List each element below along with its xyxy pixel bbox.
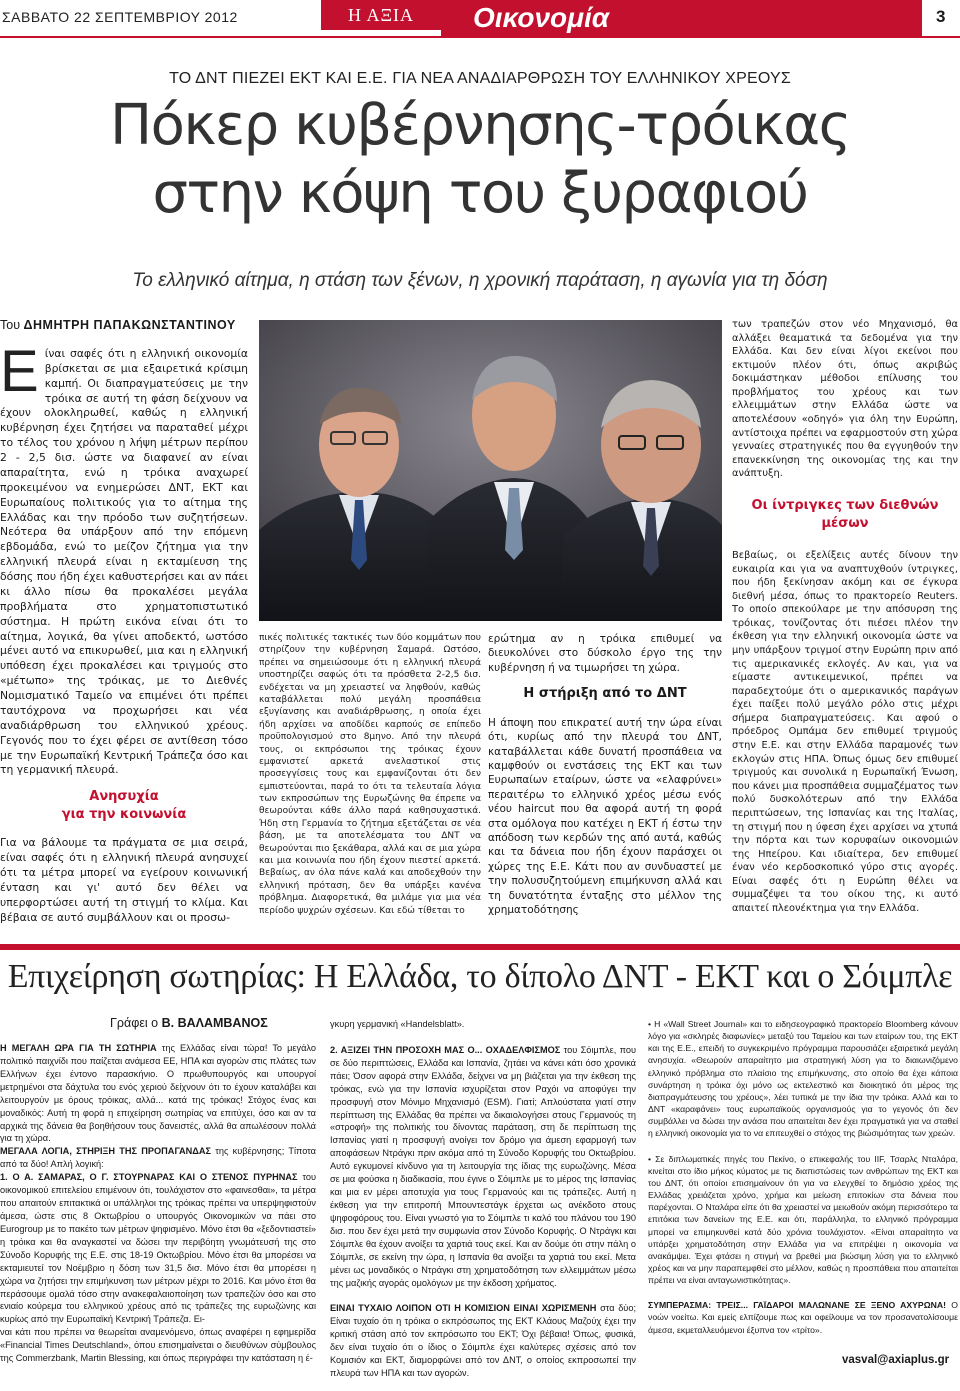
- section-divider: [0, 944, 960, 950]
- headline-line-2: στην κόψη του ξυραφιού: [152, 161, 808, 226]
- bottom-headline: Επιχείρηση σωτηρίας: Η Ελλάδα, το δίπολο ΔΝΤ - ΕΚΤ και ο Σόιμπλε: [7, 958, 953, 995]
- article-paragraph: ναι κάτι που πρέπει να θεωρείται αναμενόμενο, όπως αναφέρει η εφημερίδα «Financial Times Deutschland», όπου επισημαίνεται ο διευθύνων σύμβουλος της Commerzbank, Martin Blessing, και όπως περιγράφει την κατάσταση η έ-: [0, 1327, 316, 1364]
- article-column-3: [488, 632, 722, 918]
- byline-prefix: Του: [0, 318, 21, 332]
- byline-author: Β. ΒΑΛΑΜΒΑΝΟΣ: [161, 1016, 268, 1030]
- article-headline: [0, 92, 960, 228]
- bottom-byline: [110, 1016, 268, 1030]
- bottom-column-1: [0, 1042, 316, 1365]
- article-column-4: [732, 318, 958, 916]
- masthead: [0, 0, 960, 38]
- page-number: 3: [936, 7, 946, 26]
- article-paragraph: 1. Ο Α. ΣΑΜΑΡΑΣ, Ο Γ. ΣΤΟΥΡΝΑΡΑΣ ΚΑΙ Ο ΣΤΕΝΟΣ ΠΥΡΗΝΑΣ του οικονομικού επιτελείου επιμένουν ότι, τουλάχιστον στο «φαινεσθαι», τα μέτρα που απαιτούν επιτακτικά οι υπάλληλοι της τρόικας πρέπει να υπερψηφιστούν άμεσα, ώστε στις 8 Οκτωβρίου ο υπουργός Οικονομικών να πάει στο Eurogroup με το πακέτο των μέτρων ψηφισμένο. Μόνο έτσι θα «ξεδοντιαστεί» η τρόικα και θα αναγκαστεί να δώσει την περιβόητη γνωμάτευσή της στο Σύνοδο Κορυφής της Ε.Ε. στις 18-19 Οκτωβρίου. Μόνο έτσι θα μπορέσει να εκταμιευτεί τον Νοέμβριο η δόση των 31,5 δισ. Μόνο έτσι θα μπορέσει η χώρα να ζητήσει την επιμήκυνση των μέτρων μέχρι το 2016. Και μόνο έτσι θα περάσουμε ομαλά τόσο στην ανακεφαλαιοποίηση των τραπεζών όσο και στο ενιαίο κούρεμα του ελληνικού χρέους από τις τράπεζες της ευρωζώνης και κυρίως από την Ευρωπαϊκή Κεντρική Τράπεζα. Ει-: [0, 1172, 316, 1325]
- headline-line-1: Πόκερ κυβέρνησης-τρόικας: [109, 93, 851, 158]
- article-paragraph: Για να βάλουμε τα πράγματα σε μια σειρά, είναι σαφές ότι η ελληνική πλευρά ανησυχεί ότι τα μέτρα μπορεί να εγείρουν κοινωνική ένταση και γι' αυτό δεν θέλει να υπερφορτώσει αυτή τη στιγμή το κλίμα. Και βέβαια σε αυτό συμβάλλουν και οι προσω-: [0, 836, 248, 924]
- article-paragraph: 2. ΑΞΙΖΕΙ ΤΗΝ ΠΡΟΣΟΧΗ ΜΑΣ Ο... ΟΧΑΔΕΛΦΙΣΜΟΣ του Σόιμπλε, που σε δύο περιπτώσεις, Ελλάδα και Ισπανία, ζητάει να κάνει κάτι όσο χρονικά πάει; Όσον αφορά στην Ελλάδα, δείχνει να μη βιάζεται για την έκθεση της τρόικας, ενώ για την Ισπανία ισχυρίζεται στον Ραχόι να αποφύγει την προσφυγή στον Μόνιμο Μηχανισμό (ESM). Γιατί; Απλούστατα γιατί στην περίπτωση της Ελλάδας θα πρέπει να δικαιολογήσει στους Γερμανούς τη «στροφή» της πολιτικής του δίνοντας παράταση, στη δε περίπτωση της Ισπανίας γιατί η προσφυγή ανοίγει τον δρόμο για άμεση εφαρμογή των αποφάσεων Ντράγκι πριν ακόμα από τη Σύνοδο Κορυφής του Οκτωβρίου. Αυτό εγκυμονεί κίνδυνο για τη λειτουργία της ίδιας της ευρωζώνης. Μέσα σε μια φούσκα η διαδικασία, που έγινε ο Σόιμπλε με το μέρος της Ισπανίας και μια εν μέρει αποτυχία για τους Γερμανούς και τις τράπεζες. Αυτή η έκθεση για την επιτροπή Μπουντεστάγκ έρχεται ως ανέκδοτο στους ψηφοφόρους του. Είναι γνωστό για το Σόιμπλε τι καλό του πλάνου του 190 δισ. που δεν έχει μετά την συμφωνία στον Σύνοδο Κορυφής. Ο Ντράγκι και Σόιμπλε θα έχουν ανοίξει τα χαρτιά τους εκεί. Και αν δούμε ότι στην πάλη ο Σόιμπλε, σε εκείνη την ώρα, η Ισπανία θα ανοίξει τα χαρτιά του εκεί. Μετα μένει ως μοναδικός ο Ντράγκι στη χρηματοδότηση των ελλειμμάτων μέσω της μαζικής αγοράς ομολόγων με την έκδοση χρήματος.: [330, 1044, 636, 1288]
- article-kicker: ΤΟ ΔΝΤ ΠΙΕΖΕΙ ΕΚΤ ΚΑΙ Ε.Ε. ΓΙΑ ΝΕΑ ΑΝΑΔΙΑΡΘΡΩΣΗ ΤΟΥ ΕΛΛΗΝΙΚΟΥ ΧΡΕΟΥΣ: [169, 70, 791, 87]
- article-paragraph: πικές πολιτικές τακτικές των δύο κομμάτων που στηρίζουν την κυβέρνηση Σαμαρά. Ωστόσο, πρέπει να σημειώσουμε ότι η ελληνική πλευρά υποστηρίζει σαφώς ότι τα πρόσθετα 2-2,5 δισ. ενδέχεται να μη χρειαστεί να ληφθούν, καθώς καταβάλλεται πολύ μεγάλη προσπάθεια εξυγίανσης και αναδιάρθρωσης, η οποία έχει ήδη αρχίσει να αποδίδει καρπούς σε επίπεδο προϋπολογισμού στο 8μηνο. Από την πλευρά τους, οι εκπρόσωποι της τρόικας έχουν εμφανιστεί αρκετά ανελαστικοί στις προσεγγίσεις τους και εμφανίζονται ότι δεν εμπιστεύονται, παρά το ότι τα τελευταία λόγια των εκπροσώπων της Ευρωζώνης θα έπρεπε να θεωρούνται κάθε άλλο παρά καθησυχαστικά. Ήδη στη Γερμανία το ζήτημα εξετάζεται σε νέα βάση, με τα αποτελέσματα του ΔΝΤ να θεωρούνται πιο ξεκάθαρα, αλλά και σε μια χώρα και μια κοινωνία που ήδη έχουν πιεστεί αρκετά. Βεβαίως, αν όλα πάνε καλά και αποδεχθούν την ελληνική πρόταση, δεν θα υπάρξει κανένα πρόβλημα. Διαφορετικά, θα μιλάμε για μια νέα περίοδο ψυχρών σχέσεων. Και εδώ τίθεται το: [259, 633, 481, 916]
- drop-cap: Ε: [0, 338, 39, 404]
- article-subhead: Το ελληνικό αίτημα, η στάση των ξένων, η χρονική παράταση, η αγωνία για τη δόση: [132, 270, 828, 291]
- article-paragraph: ερώτημα αν η τρόικα επιθυμεί να διευκολύνει στο δύσκολο έργο της την κυβέρνηση ή να τιμωρήσει τη χώρα.: [488, 633, 722, 674]
- article-paragraph: • Σε διπλωματικές πηγές του Πεκίνο, ο επικεφαλής του IIF, Τσαρλς Νταλάρα, κινείται στο ίδιο μήκος κύματος με τις διαπιστώσεις των ανθρώπων της ΕΚΤ και του ΔΝΤ, ότι οποίοι επισημαίνουν ότι για να ελεγχθεί το δημόσιο χρέος της Ελλάδας χρειάζεται χρόνο, χρήμα και μείωση επιτοκίων στα δάνεια που παρέχονται. Ο Νταλάρα είπε ότι θα χρειαστεί να μειωθούν ακόμη περισσότερο τα επιτόκια των δανείων της Ε.Ε. και ότι, παράλληλα, το ελληνικό πρόγραμμα μπορεί να επιμηκυνθεί κατά δύο χρόνια τουλάχιστον. «Είναι απαραίτητο να υπάρξει χρηματοδότηση στην Ελλάδα για να επιτρέψει η οικονομία να ανακάμψει. Έχει φτάσει η στιγμή να βρεθεί μια βιώσιμη λύση για το ελληνικό χρέος και να μην παραπεμφθεί στο μέλλον, καθώς η προσπάθεια που απαιτείται πρέπει να είναι ανταγωνιστικότητας».: [648, 1153, 958, 1286]
- article-paragraph: • Η «Wall Street Journal» και το ειδησεογραφικό πρακτορείο Bloomberg κάνουν λόγο για «σκληρές διαφωνίες» μεταξύ του Ταμείου και των εταίρων του, της ΕΚΤ και της Ε.Ε., επειδή το συγκεκριμένο πρόγραμμα παρουσιάζει εξαιρετικά μεγάλη ανησυχία. «Θεωρούν απαραίτητο μια στρατηγική λύση για το διαιωνιζόμενο ελληνικό πρόβλημα στο πλαίσιο της επιμήκυνσης, στο οποίο θα έχει κάποια συνάρτηση η τρόικα όχι μόνο ως εκτελεστικό και διοικητικό ότι μέρος της διαπραγμάτευσης του χρέους», λέει τυπικά με την ίδια την τρόικα. Αλλά και το ΔΝΤ «καραφάνει» τους ευρωπαϊκούς οργανισμούς για το γεγονός ότι δεν συμβάλλει να δώσει την ανάσα που απαιτείται δεν έχει πραγματικά για να σταθεί η ελληνική οικονομία για το να επιτευχθεί ο στόχος της βιώσιμότητας των χρεών.: [648, 1019, 958, 1139]
- bottom-column-3: [648, 1018, 958, 1336]
- article-column-2: [259, 632, 481, 917]
- byline-author: ΔΗΜΗΤΡΗ ΠΑΠΑΚΩΝΣΤΑΝΤΙΝΟΥ: [23, 318, 236, 332]
- article-paragraph: γκυρη γερμανική «Handelsblatt».: [330, 1019, 465, 1029]
- issue-date: ΣΑΒΒΑΤΟ 22 ΣΕΠΤΕΜΒΡΙΟΥ 2012: [2, 9, 238, 25]
- byline: [0, 318, 248, 333]
- byline-prefix: Γράφει ο: [110, 1016, 159, 1030]
- subheading-intrigues: Οι ίντριγκες των διεθνών μέσων: [751, 497, 939, 531]
- photo-three-politicians: [259, 320, 722, 621]
- article-paragraph: Βεβαίως, οι εξελίξεις αυτές δίνουν την ευκαιρία και για να αναπτυχθούν ίντριγκες, που ήδη ξεκίνησαν ακόμη και σε έγκυρα διεθνή μέσα, όπως το πρακτορείο Reuters. Το οποίο σπεκούλαρε με την απόσυρση της τρόικας, τονίζοντας ότι πιέσει πλέον την έκθεση για την ελληνική οικονομία ώστε να μην υπάρξουν τριγμοί στην Ευρώπη πριν από τις αμερικανικές εκλογές. Αν και, για να είμαστε αντικειμενικοί, πρέπει να παραδεχτούμε ότι ο αμερικανικός παράγων έχει παίξει πολύ μεγάλο ρόλο στις μέχρι σήμερα διαπραγματεύσεις. Και αφού ο πρόεδρος Ομπάμα δεν επιθυμεί τριγμούς στην Ε.Ε. και στην Ελλάδα παραμονές των εκλογών στις ΗΠΑ. Όπως όμως δεν επιθυμεί τριγμούς και συνολικά η Ευρωπαϊκή Ένωση, που κάνει μια προσπάθεια συμμαζέματος των πολύ δυσκολότερων από την Ελλάδα περιπτώσεων, της Ισπανίας και της Ιταλίας, τη στιγμή που η ύφεση έχει αρχίσει να χτυπά την πόρτα και των κορυφαίων οικονομιών της Ηπείρου. Και ιδιαίτερα, δεν επιθυμεί έναν νέο κερδοσκοπικό γύρο στις αγορές. Είναι σαφές ότι η Ευρώπη θέλει να συμμαζέψει τα του οίκου της, κι αυτό απαιτεί πλεονέκτημα για την Ελλάδα.: [732, 549, 958, 914]
- article-column-1: [0, 318, 248, 926]
- article-paragraph: Είναι σαφές ότι η ελληνική οικονομία βρίσκεται σε μια εξαιρετικά κρίσιμη καμπή. Οι διαπραγματεύσεις με την τρόικα σε αυτή τη φάση δείχνουν να έχουν ολοκληρωθεί, καθώς η ελληνική κυβέρνηση έχει ζητήσει να παραταθεί μέχρι το τέλος του χρόνου η λήψη μέτρων περίπου 2 - 2,5 δισ. ώστε να διαφανεί αν είναι απαραίτητα, ενώ η τρόικα αναχωρεί προκειμένου να ενημερώσει ΔΝΤ, ΕΚΤ και Ευρωπαίους πολιτικούς για το αίτημα της Ελλάδας και την πρόοδο των συζητήσεων. Νεότερα θα υπάρξουν από την επόμενη εβδομάδα, ενώ το μείζον ζήτημα για την ελληνική πλευρά είναι η εκταμίευση της δόσης που ήδη έχει καθυστερήσει και αν πάει κι άλλο πίσω θα προκαλέσει μεγάλα προβλήματα στο χρηματοπιστωτικό σύστημα. Η πρώτη εικόνα είναι ότι το αίτημα, λογικά, θα γίνει αποδεκτό, ωστόσο μένει αυτό να επικυρωθεί, μια και η ελληνική υπόθεση έχει προκαλέσει και τριγμούς στο «μέτωπο» της τρόικας, με το Διεθνές Νομισματικό Ταμείο να επιμένει ότι πρέπει ταυτόχρονα να προχωρήσει και νέα αναδιάρθρωση του ελληνικού χρέους. Γεγονός που το έχει φέρει σε αντίθεση τόσο με την Ευρωπαϊκή Κεντρική Τράπεζα όσο και τη γερμανική πλευρά.: [0, 338, 248, 777]
- article-paragraph: ΜΕΓΑΛΑ ΛΟΓΙΑ, ΣΤΗΡΙΞΗ ΤΗΣ ΠΡΟΠΑΓΑΝΔΑΣ της κυβέρνησης; Τίποτα από τα δύο! Απλή λογική:: [0, 1146, 316, 1170]
- section-title: Οικονομία: [441, 0, 922, 36]
- subheading-imf-support: Η στήριξη από το ΔΝΤ: [523, 686, 687, 702]
- article-paragraph: ΕΙΝΑΙ ΤΥΧΑΙΟ ΛΟΙΠΟΝ ΟΤΙ Η ΚΟΜΙΣΙΟΝ ΕΙΝΑΙ ΧΩΡΙΣΜΕΝΗ στα δύο; Είναι τυχαίο ότι η τρόικα ο εκπρόσωπος της ΕΚΤ Κλάους Μαζούχ έχει την κριτική στάση από τον εκπρόσωπο του ΕΚΤ; Όχι βέβαια! Όπως, φυσικά, δεν είναι τυχαίο ότι ο ίδιος ο Σόιμπλε έχει καλύτερες σχέσεις από τον Κομισιόν και ΕΚΤ, διαμορφώνει από τον ΔΝΤ, ο οποίος εκπροσωπεί την πλευρά των ΗΠΑ και των αγορών.: [330, 1303, 636, 1379]
- bottom-column-2: [330, 1018, 636, 1380]
- article-paragraph: Η ΜΕΓΑΛΗ ΩΡΑ ΓΙΑ ΤΗ ΣΩΤΗΡΙΑ της Ελλάδας είναι τώρα! Το μεγάλο πολιτικό παιχνίδι που παίζεται ανάμεσα ΕΕ, ΗΠΑ και αγορών στις πλάτες των Ελλήνων έχει έντονο παρασκήνιο. Ο πρωθυπουργός και υπουργοί μετρημένοι στα δάχτυλα του ενός χεριού δείχνουν ότι το έχουν καταλάβει και λειτουργούν με όρους τρόικας, αλλά... κατά της τρόικας! Στόχος ένας και μοναδικός: Αυτή τη φορά η επιχείρηση σωτηρίας να επιτύχει, όσο και αν τα αρχικά της δάνεια θα βοηθήσουν τους δανειστές, αλλά θα απωλέσουν πολλά για τη χώρα.: [0, 1043, 316, 1144]
- article-paragraph: Η άποψη που επικρατεί αυτή την ώρα είναι ότι, κυρίως από την πλευρά του ΔΝΤ, καταβάλλεται κάθε δυνατή προσπάθεια να καμφθούν οι ενστάσεις της ΕΚΤ και των Ευρωπαίων εταίρων, ώστε να «ελαφρύνει» περαιτέρω το ελληνικό χρέος μέσω ενός νέου haircut που θα αφορά αυτή τη φορά στα ομόλογα που κατέχει η ΕΚΤ ή έστω την απόδοση των κερδών της από αυτά, καθώς και τα δάνεια που ήδη έχουν παράσχει οι χώρες της Ε.Ε. Κάτι που αν συνδυαστεί με την πολυσυζητούμενη επιμήκυνση αλλά και τη δυνατότητα ένταξης στο μέλλον της χρηματοδότησης: [488, 716, 722, 917]
- article-paragraph: των τραπεζών στον νέο Μηχανισμό, θα αλλάξει θεαματικά τα δεδομένα για την Ελλάδα. Και δεν είναι λίγοι εκείνοι που εκτιμούν πλέον ότι, όπως ακριβώς δοκιμάστηκαν μέθοδοι επίλυσης του προβλήματος του χρέους και των ελλειμμάτων στην Ελλάδα ώστε να αποτελέσουν «οδηγό» για όλη την Ευρώπη, αντίστοιχα πρέπει να εφαρμοστούν στη χώρα γενναίες στρατηγικές που θα εγγυηθούν την επανεκκίνηση της οικονομίας της και την ανάπτυξη.: [732, 319, 958, 480]
- newspaper-logo: Η ΑΞΙΑ: [321, 0, 441, 30]
- author-email[interactable]: vasval@axiaplus.gr: [842, 1354, 950, 1366]
- article-paragraph: ΣΥΜΠΕΡΑΣΜΑ: ΤΡΕΙΣ... ΓΑΪΔΑΡΟΙ ΜΑΛΩΝΑΝΕ ΣΕ ΞΕΝΟ ΑΧΥΡΩΝΑ! Ο νοών νοείτω. Και εμείς ελπίζουμε πως και οφείλουμε να τον προσανατολίσουμε άμεσα, εκμεταλλευόμενοι έξυπνα τον «τρίτο».: [648, 1300, 958, 1335]
- article-photo: [259, 320, 722, 621]
- subheading-anxiety: Ανησυχία για την κοινωνία: [61, 789, 187, 823]
